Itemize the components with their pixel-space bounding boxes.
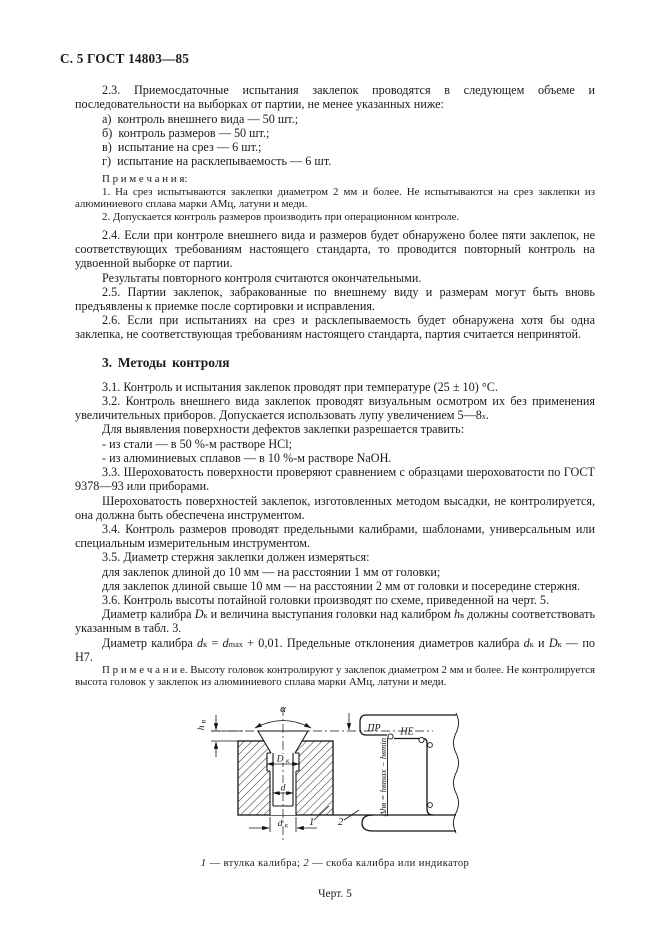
text-segment: б) контроль размеров — 50 шт.; — [102, 125, 270, 140]
paragraph — [75, 394, 595, 422]
text-segment: для заклепок длиной свыше 10 мм — на расстоянии 2 мм от головки и посередине стержня. — [102, 578, 581, 593]
text-segment: . — [485, 408, 489, 423]
paragraph — [75, 636, 595, 664]
paragraph — [75, 313, 595, 341]
paragraph — [75, 140, 595, 154]
text-segment: к — [557, 639, 562, 649]
paragraph — [75, 126, 595, 140]
text-segment: = — [207, 635, 223, 650]
text-segment: - из стали — в 50 %-м растворе HCl; — [102, 436, 293, 451]
item-1-label: 1 — [309, 816, 315, 828]
Dk-label: D — [276, 754, 284, 765]
text-segment: должны соответствовать указанным в табл. 3. — [75, 607, 595, 636]
text-segment: 3. Методы контроля — [102, 354, 230, 370]
d-label: d — [280, 783, 286, 794]
figure — [75, 701, 595, 901]
gauge-bushing — [238, 730, 333, 815]
text-segment: D — [548, 635, 558, 650]
text-segment: — по Н7. — [75, 635, 595, 664]
paragraph — [75, 228, 595, 271]
text-segment: 3.3. Шероховатость поверхности проверяют сравнением с образцами шероховатости по ГОСТ 9378—93 или приборами. — [75, 465, 595, 494]
paragraph — [75, 565, 595, 579]
paragraph — [75, 380, 595, 394]
svg-text:D к — [276, 754, 290, 765]
delta-h-formula: Δhв = hвmax − hвmin — [378, 737, 388, 816]
paragraph — [75, 154, 595, 168]
alpha-label: α — [280, 702, 286, 715]
note-paragraph — [75, 173, 595, 185]
text-segment: D — [194, 607, 204, 622]
text-segment: в) испытание на срез — 6 шт.; — [102, 140, 262, 155]
text-segment: 2.3. Приемосдаточные испытания заклепок проводятся в следующем объеме и последовательности на выборках от партии, не менее указанных ниже: — [75, 83, 595, 112]
text-segment: d — [523, 635, 530, 650]
paragraph — [75, 112, 595, 126]
text-segment: для заклепок длиной до 10 мм — на расстоянии 1 мм от головки; — [102, 564, 441, 579]
text-segment: Диаметр калибра — [102, 607, 195, 622]
text-segment: к — [203, 611, 208, 621]
text-segment: к — [203, 639, 208, 649]
text-segment: d — [222, 635, 229, 650]
paragraph — [75, 465, 595, 493]
paragraph — [75, 522, 595, 550]
paragraph — [75, 285, 595, 313]
text-segment: 3.1. Контроль и испытания заклепок проводят при температуре (25 ± 10) °С. — [102, 379, 498, 394]
section-heading — [75, 356, 595, 370]
svg-text:d к — [278, 819, 289, 830]
page-header: С. 5 ГОСТ 14803—85 — [60, 51, 190, 66]
text-segment: max — [228, 639, 243, 649]
text-segment: 2.5. Партии заклепок, забракованные по внешнему виду и размерам могут быть вновь предъявлены к приемке после сортировки и исправления. — [75, 284, 595, 314]
text-segment: 3.4. Контроль размеров проводят предельными калибрами, шаблонами, универсальным или специальным измерительным инструментом. — [75, 521, 595, 551]
figure-drawing — [183, 701, 643, 851]
go-mark-label: ПР — [367, 722, 381, 734]
text-segment: 2.6. Если при испытаниях на срез и расклепываемость будет обнаружена хотя бы одна заклепка, не соответствующая требованиям настоящего стандарта, партия считается непринятой. — [75, 313, 595, 342]
text-segment: 2.4. Если при контроле внешнего вида и размеров будет обнаружено более пяти заклепок, не соответствующих требованиям настоящего стандарта, то проводится повторный контроль на удвоенной выборке от партии. — [75, 228, 595, 271]
text-segment: к — [529, 639, 534, 649]
paragraph — [75, 422, 595, 436]
text-segment: - из алюминиевых сплавов — в 10 %-м растворе NaOH. — [102, 450, 392, 465]
text-segment: в — [460, 611, 465, 621]
text-segment: П р и м е ч а н и я: — [102, 173, 188, 186]
text-segment: и величина выступания головки над калибром — [207, 607, 455, 622]
text-segment: — втулка калибра; — [206, 857, 304, 869]
hv-dimension — [197, 715, 243, 757]
text-segment: h — [454, 607, 461, 622]
svg-text:h в — [197, 719, 208, 730]
text-segment: 3.5. Диаметр стержня заклепки должен измеряться: — [102, 550, 370, 565]
text-segment: и — [533, 635, 549, 650]
paragraph — [75, 83, 595, 111]
text-segment: Для выявления поверхности дефектов заклепки разрешается травить: — [102, 422, 465, 437]
text-segment: 2 — [303, 857, 310, 869]
note-paragraph — [75, 211, 595, 223]
text-segment: х — [481, 412, 486, 422]
paragraph — [75, 550, 595, 564]
document-body — [75, 83, 595, 689]
dk-label-sub: к — [284, 821, 289, 830]
nogo-mark-label: НЕ — [400, 726, 414, 738]
paragraph — [75, 579, 595, 593]
text-segment: Диаметр калибра — [102, 635, 198, 650]
paragraph — [75, 593, 595, 607]
hv-label: h — [197, 725, 207, 730]
text-segment: d — [197, 635, 204, 650]
text-segment: — скоба калибра или индикатор — [309, 857, 470, 869]
text-segment: 1. На срез испытываются заклепки диаметром 2 мм и более. Не испытываются на срез заклепки из алюминиевого сплава марки АМц, латуни и меди. — [75, 185, 595, 211]
paragraph — [75, 494, 595, 522]
note-paragraph — [75, 664, 595, 689]
text-segment: 3.2. Контроль внешнего вида заклепок проводят визуальным осмотром их без применения увеличительных приборов. Допускается использовать лупу увеличением 5—8 — [75, 394, 595, 423]
text-segment: Шероховатость поверхностей заклепок, изготовленных методом высадки, не контролируется, она должна быть обеспечена инструментом. — [75, 493, 595, 522]
paragraph — [75, 271, 595, 285]
paragraph — [75, 437, 595, 451]
item-2-label: 2 — [338, 816, 344, 828]
paragraph — [75, 607, 595, 635]
dk-label: d — [277, 818, 283, 829]
text-segment: г) испытание на расклепываемость — 6 шт. — [102, 154, 332, 169]
Dk-label-sub: к — [285, 756, 290, 765]
text-segment: Результаты повторного контроля считаются окончательными. — [102, 270, 422, 285]
text-segment: + 0,01. Предельные отклонения диаметров калибра — [242, 635, 524, 650]
text-segment: 1 — [200, 857, 207, 869]
figure-caption — [75, 857, 595, 871]
text-segment: П р и м е ч а н и е. Высоту головок контролируют у заклепок диаметром 2 мм и более. Не контролируется высота головок у заклепок из алюминиевого сплава марки АМц, латуни и меди. — [75, 663, 595, 689]
text-segment: а) контроль внешнего вида — 50 шт.; — [102, 111, 299, 126]
text-segment: 2. Допускается контроль размеров производить при операционном контроле. — [102, 210, 460, 223]
paragraph — [75, 451, 595, 465]
text-segment: 3.6. Контроль высоты потайной головки производят по схеме, приведенной на черт. 5. — [102, 592, 550, 607]
hv-label-sub: в — [199, 719, 208, 723]
note-paragraph — [75, 186, 595, 211]
figure-number: Черт. 5 — [318, 887, 352, 900]
